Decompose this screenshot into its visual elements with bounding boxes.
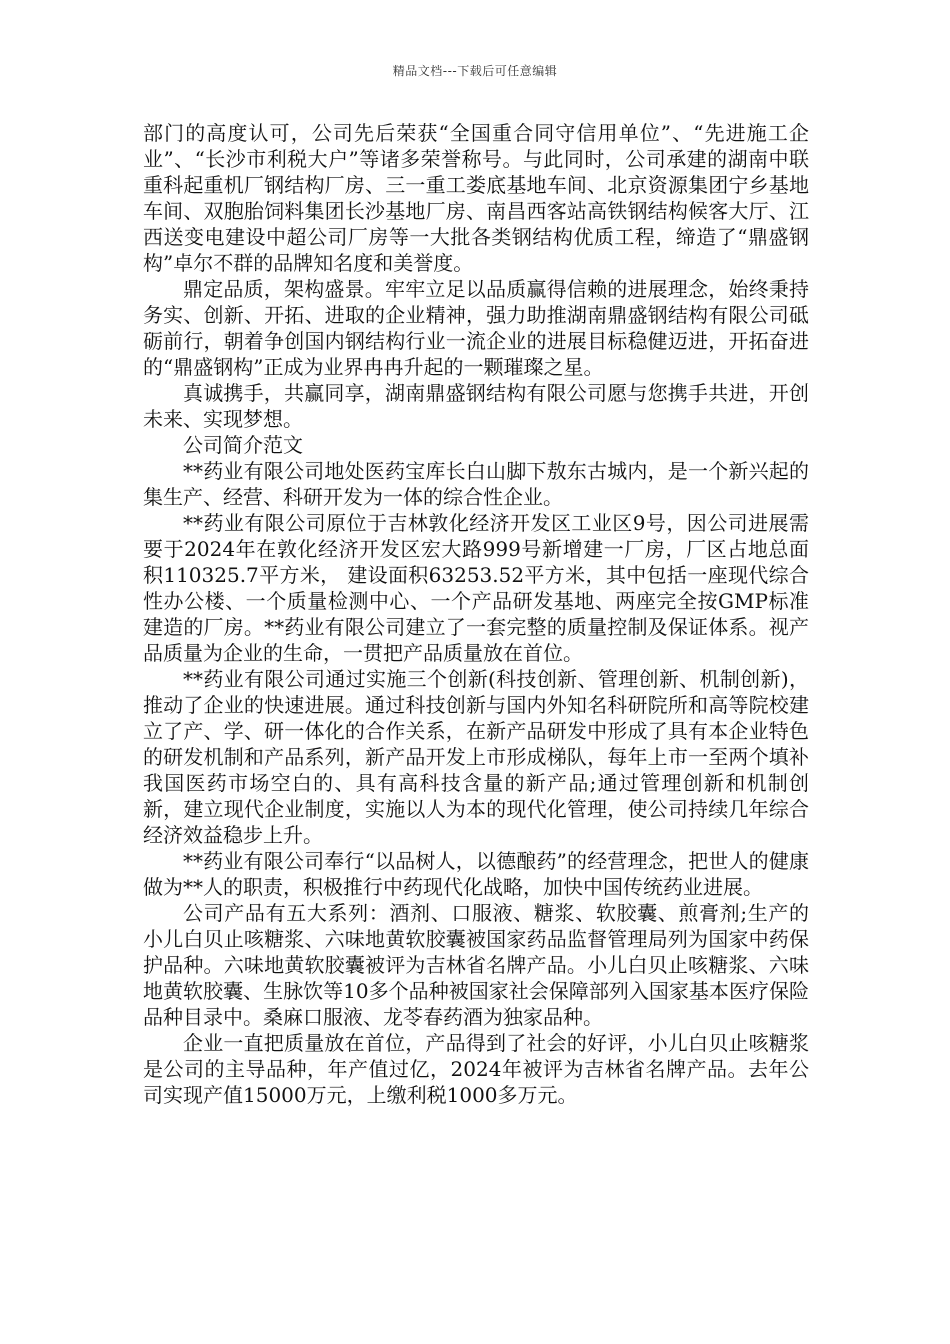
paragraph: **药业有限公司奉行“以品树人，以德酿药”的经营理念，把世人的健康做为**人的职责，积极推行中药现代化战略，加快中国传统药业进展。 [143, 849, 809, 899]
paragraph: 真诚携手，共赢同享，湖南鼎盛钢结构有限公司愿与您携手共进，开创未来、实现梦想。 [143, 381, 809, 431]
section-heading: 公司简介范文 [183, 433, 303, 457]
document-body [143, 120, 809, 1108]
paragraph: **药业有限公司原位于吉林敦化经济开发区工业区9号，因公司进展需要于2024年在敦化经济开发区宏大路999号新增建一厂房，厂区占地总面积110325.7平方米， 建设面积63253.52平方米，其中包括一座现代综合性办公楼、一个质量检测中心、一个产品研发基地、两座完全按GMP标准建造的厂房。**药业有限公司建立了一套完整的质量控制及保证体系。视产品质量为企业的生命，一贯把产品质量放在首位。 [143, 511, 809, 665]
paragraph: **药业有限公司地处医药宝库长白山脚下敖东古城内，是一个新兴起的集生产、经营、科研开发为一体的综合性企业。 [143, 459, 809, 509]
paragraph: 鼎定品质，架构盛景。牢牢立足以品质赢得信赖的进展理念，始终秉持务实、创新、开拓、进取的企业精神，强力助推湖南鼎盛钢结构有限公司砥砺前行，朝着争创国内钢结构行业一流企业的进展目标稳健迈进，开拓奋进的“鼎盛钢构”正成为业界冉冉升起的一颗璀璨之星。 [143, 277, 809, 379]
page-header: 精品文档---下载后可任意编辑 [392, 64, 558, 78]
paragraph: 企业一直把质量放在首位，产品得到了社会的好评，小儿白贝止咳糖浆是公司的主导品种，年产值过亿，2024年被评为吉林省名牌产品。去年公司实现产值15000万元，上缴利税1000多万元。 [143, 1031, 809, 1107]
paragraph: 部门的高度认可，公司先后荣获“全国重合同守信用单位”、“先进施工企业”、“长沙市利税大户”等诸多荣誉称号。与此同时，公司承建的湖南中联重科起重机厂钢结构厂房、三一重工娄底基地车间、北京资源集团宁乡基地车间、双胞胎饲料集团长沙基地厂房、南昌西客站高铁钢结构候客大厅、江西送变电建设中超公司厂房等一大批各类钢结构优质工程，缔造了“鼎盛钢构”卓尔不群的品牌知名度和美誉度。 [143, 121, 809, 275]
paragraph: 公司产品有五大系列：酒剂、口服液、糖浆、软胶囊、煎膏剂;生产的小儿白贝止咳糖浆、六味地黄软胶囊被国家药品监督管理局列为国家中药保护品种。六味地黄软胶囊被评为吉林省名牌产品。小儿白贝止咳糖浆、六味地黄软胶囊、生脉饮等10多个品种被国家社会保障部列入国家基本医疗保险品种目录中。桑麻口服液、龙苓春药酒为独家品种。 [143, 901, 809, 1029]
paragraph: **药业有限公司通过实施三个创新(科技创新、管理创新、机制创新)，推动了企业的快速进展。通过科技创新与国内外知名科研院所和高等院校建立了产、学、研一体化的合作关系，在新产品研发中形成了具有本企业特色的研发机制和产品系列，新产品开发上市形成梯队，每年上市一至两个填补我国医药市场空白的、具有高科技含量的新产品;通过管理创新和机制创新，建立现代企业制度，实施以人为本的现代化管理，使公司持续几年综合经济效益稳步上升。 [143, 667, 809, 847]
